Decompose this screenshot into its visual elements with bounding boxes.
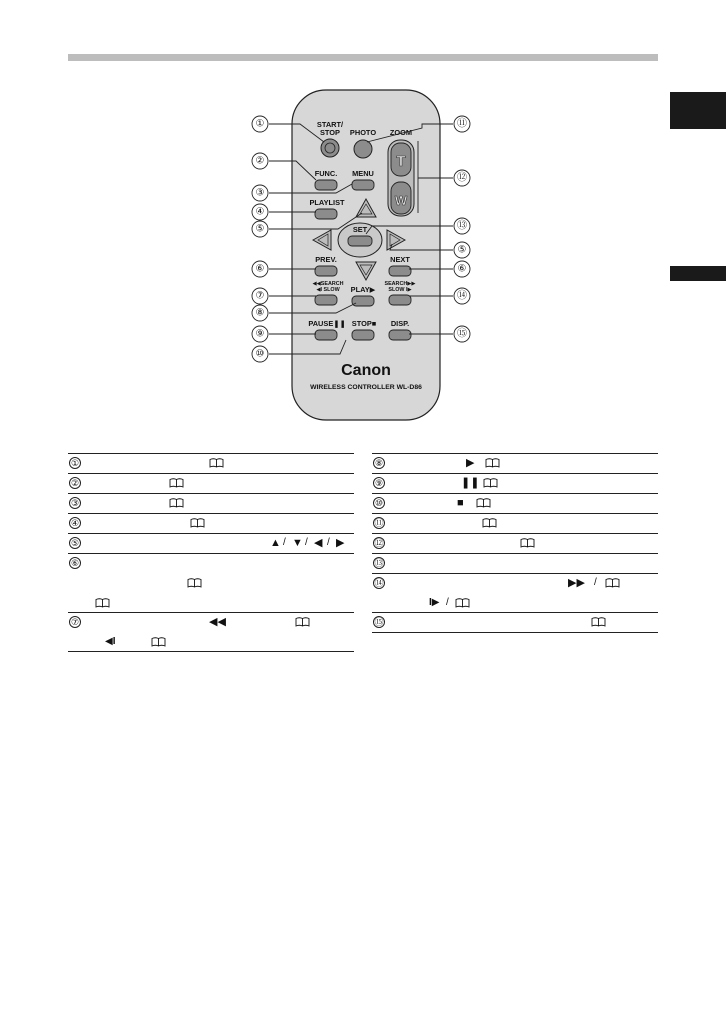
callout-4: ④ <box>255 206 265 218</box>
book-reference-icon <box>190 518 205 528</box>
legend-row-10 <box>372 494 658 513</box>
up-arrow-icon: ▲ <box>270 537 281 549</box>
playlist-button[interactable] <box>315 209 337 219</box>
callout-5-left: ⑤ <box>255 223 265 235</box>
legend-row-1 <box>68 454 354 473</box>
book-reference-icon <box>187 578 202 588</box>
legend-row-6 <box>68 554 354 612</box>
stop-button[interactable] <box>352 330 374 340</box>
canon-logo: Canon <box>341 362 391 379</box>
remote-controller-illustration <box>0 0 726 440</box>
func-button[interactable] <box>315 180 337 190</box>
legend-number: ④ <box>70 518 80 528</box>
left-arrow-icon: ◀ <box>314 537 323 549</box>
pause-icon: ❚❚ <box>461 477 480 489</box>
next-button[interactable] <box>389 266 411 276</box>
pause-button[interactable] <box>315 330 337 340</box>
legend-number: ⑮ <box>374 617 384 627</box>
callout-12: ⑫ <box>457 172 467 184</box>
play-label: PLAY▶ <box>350 285 376 294</box>
legend-row-14 <box>372 574 658 612</box>
menu-label: MENU <box>352 169 374 178</box>
slow-reverse-icon: ◀I <box>105 636 116 647</box>
zoom-w-label: W <box>394 193 408 208</box>
callout-13: ⑬ <box>457 220 467 232</box>
start-stop-label-2: STOP <box>320 128 340 137</box>
callout-8: ⑧ <box>255 307 265 319</box>
legend-number: ⑫ <box>374 538 384 548</box>
book-reference-icon <box>95 598 110 608</box>
slow-forward-icon: I▶ <box>429 597 440 608</box>
callout-5-right: ⑤ <box>457 244 467 256</box>
book-reference-icon <box>295 617 310 627</box>
next-label: NEXT <box>390 255 410 264</box>
callout-1: ① <box>255 118 265 130</box>
legend-number: ① <box>70 458 80 468</box>
legend-number: ⑩ <box>374 498 384 508</box>
legend-row-4 <box>68 514 354 533</box>
callout-15: ⑮ <box>457 328 467 340</box>
separator: / <box>446 597 449 608</box>
legend-row-12 <box>372 534 658 553</box>
search-rev-label-1: ◀◀SEARCH <box>312 281 344 287</box>
pause-label: PAUSE❚❚ <box>308 319 346 328</box>
search-slow-reverse-button[interactable] <box>315 295 337 305</box>
legend-number: ⑪ <box>374 518 384 528</box>
legend-row-5 <box>68 534 354 553</box>
search-slow-forward-button[interactable] <box>389 295 411 305</box>
prev-button[interactable] <box>315 266 337 276</box>
book-reference-icon <box>520 538 535 548</box>
disp-label: DISP. <box>390 319 410 328</box>
menu-button[interactable] <box>352 180 374 190</box>
book-reference-icon <box>605 578 620 588</box>
callout-2: ② <box>255 155 265 167</box>
func-label: FUNC. <box>314 169 338 178</box>
legend-number: ⑥ <box>70 558 80 568</box>
legend-row-15 <box>372 613 658 632</box>
zoom-label: ZOOM <box>389 128 413 137</box>
book-reference-icon <box>209 458 224 468</box>
book-reference-icon <box>169 478 184 488</box>
legend-row-9 <box>372 474 658 493</box>
search-rev-label-2: ◀I SLOW <box>316 287 340 293</box>
search-fwd-label-1: SEARCH▶▶ <box>384 281 416 287</box>
right-arrow-icon: ▶ <box>336 537 345 549</box>
callout-11: ⑪ <box>457 118 467 130</box>
book-reference-icon <box>591 617 606 627</box>
book-reference-icon <box>476 498 491 508</box>
separator: / <box>305 537 308 548</box>
legend-number: ⑭ <box>374 578 384 588</box>
legend-number: ⑧ <box>374 458 384 468</box>
prev-label: PREV. <box>315 255 337 264</box>
stop-label: STOP■ <box>351 319 377 328</box>
legend-table-right <box>372 453 658 633</box>
disp-button[interactable] <box>389 330 411 340</box>
callout-14: ⑭ <box>457 290 467 302</box>
legend-table-left <box>68 453 354 652</box>
legend-row-7 <box>68 613 354 651</box>
separator: / <box>283 537 286 548</box>
separator: / <box>327 537 330 548</box>
legend-number: ③ <box>70 498 80 508</box>
model-name: WIRELESS CONTROLLER WL-D86 <box>310 384 422 391</box>
legend-number: ⑦ <box>70 617 80 627</box>
book-reference-icon <box>485 458 500 468</box>
photo-button[interactable] <box>354 140 372 158</box>
book-reference-icon <box>455 598 470 608</box>
photo-label: PHOTO <box>349 128 377 137</box>
zoom-t-label: T <box>396 153 406 170</box>
set-label: SET <box>352 225 368 234</box>
separator: / <box>594 577 597 588</box>
search-fwd-label-2: SLOW I▶ <box>388 287 412 293</box>
fast-forward-icon: ▶▶ <box>568 577 585 589</box>
rewind-icon: ◀◀ <box>209 616 226 628</box>
stop-icon: ■ <box>457 497 464 509</box>
legend-number: ② <box>70 478 80 488</box>
book-reference-icon <box>483 478 498 488</box>
legend-row-2 <box>68 474 354 493</box>
callout-6-right: ⑥ <box>457 263 467 275</box>
callout-9: ⑨ <box>255 328 265 340</box>
callout-6-left: ⑥ <box>255 263 265 275</box>
legend-number: ⑤ <box>70 538 80 548</box>
callout-3: ③ <box>255 187 265 199</box>
play-button[interactable] <box>352 296 374 306</box>
book-reference-icon <box>151 637 166 647</box>
callout-7: ⑦ <box>255 290 265 302</box>
legend-number: ⑬ <box>374 558 384 568</box>
down-arrow-icon: ▼ <box>292 537 303 549</box>
book-reference-icon <box>169 498 184 508</box>
callout-10: ⑩ <box>255 348 265 360</box>
legend-number: ⑨ <box>374 478 384 488</box>
book-reference-icon <box>482 518 497 528</box>
legend-row-8 <box>372 454 658 473</box>
playlist-label: PLAYLIST <box>309 198 345 207</box>
start-stop-label-1: START/ <box>316 120 344 129</box>
legend-row-13 <box>372 554 658 573</box>
legend-row-11 <box>372 514 658 533</box>
play-icon: ▶ <box>466 457 475 469</box>
legend-row-3 <box>68 494 354 513</box>
set-button[interactable] <box>348 236 372 246</box>
